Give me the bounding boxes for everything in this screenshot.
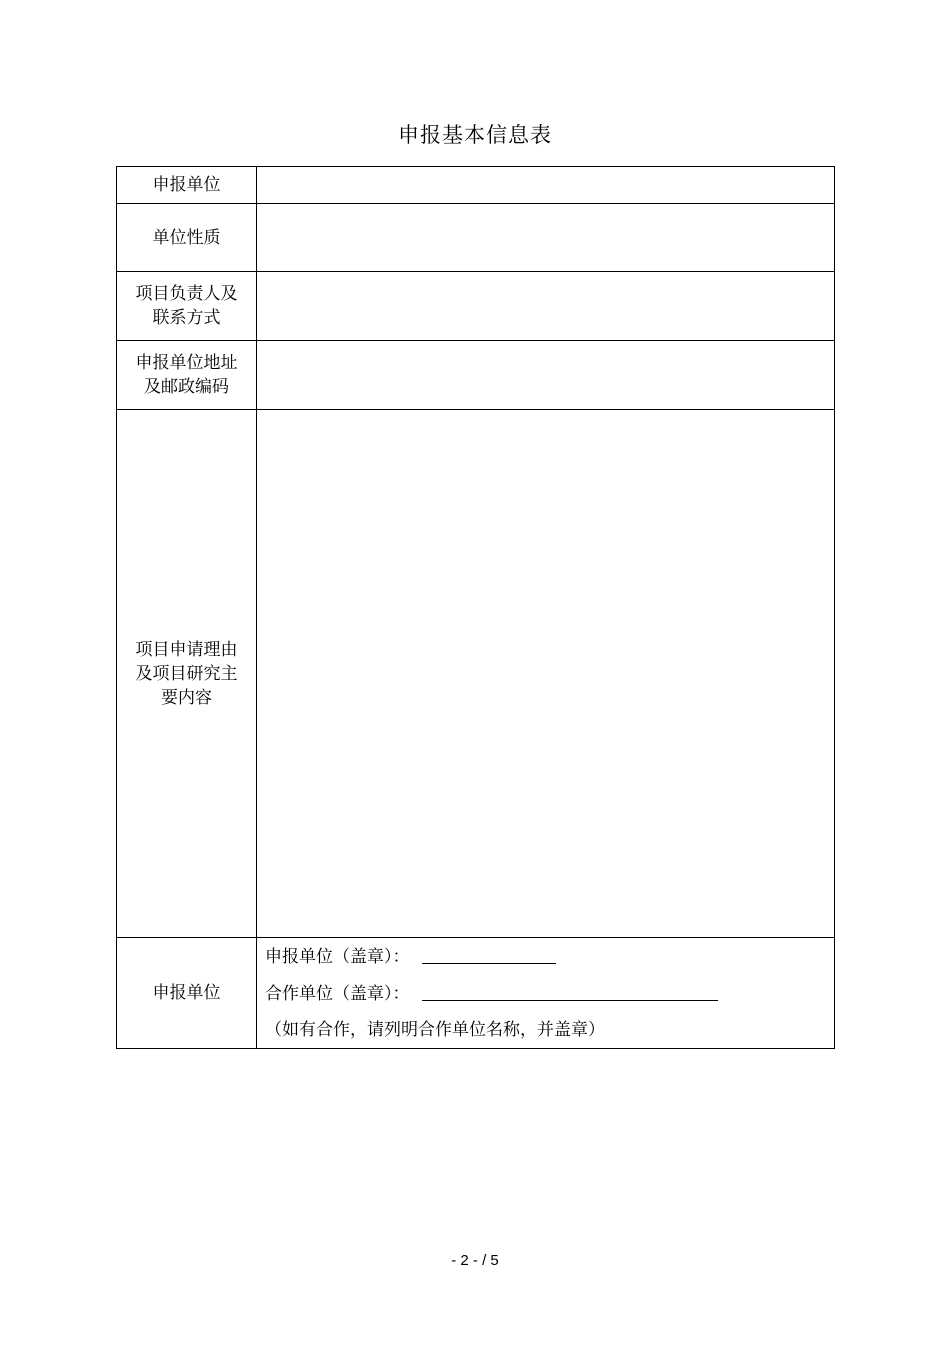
table-row [117, 341, 835, 410]
table-row [117, 938, 835, 1049]
row-label-address-postcode: 申报单位地址及邮政编码 [117, 341, 257, 410]
field-address-postcode[interactable] [257, 341, 835, 410]
applicant-seal-line [265, 938, 834, 975]
field-project-reason-content[interactable] [257, 410, 835, 938]
field-applicant-unit[interactable] [257, 167, 835, 204]
partner-seal-line [265, 975, 834, 1012]
row-label-applicant-unit: 申报单位 [117, 167, 257, 204]
partner-seal-label: 合作单位（盖章）： [265, 983, 410, 1004]
applicant-seal-blank[interactable] [422, 945, 556, 964]
info-table [116, 166, 835, 1049]
partner-note: （如有合作，请列明合作单位名称，并盖章） [265, 1020, 605, 1040]
table-row [117, 410, 835, 938]
page-number: - 2 - / 5 [451, 1252, 499, 1269]
signature-cell [257, 938, 835, 1049]
table-row [117, 272, 835, 341]
signature-block [257, 938, 834, 1048]
partner-seal-blank[interactable] [422, 982, 718, 1001]
field-unit-nature[interactable] [257, 204, 835, 272]
row-label-project-lead-contact: 项目负责人及联系方式 [117, 272, 257, 341]
applicant-seal-label: 申报单位（盖章）： [265, 946, 410, 967]
row-label-unit-nature: 单位性质 [117, 204, 257, 272]
field-project-lead-contact[interactable] [257, 272, 835, 341]
table-row [117, 204, 835, 272]
row-label-project-reason-content: 项目申请理由及项目研究主要内容 [117, 410, 257, 938]
table-row [117, 167, 835, 204]
row-label-signature: 申报单位 [117, 938, 257, 1049]
page-title: 申报基本信息表 [398, 123, 552, 147]
